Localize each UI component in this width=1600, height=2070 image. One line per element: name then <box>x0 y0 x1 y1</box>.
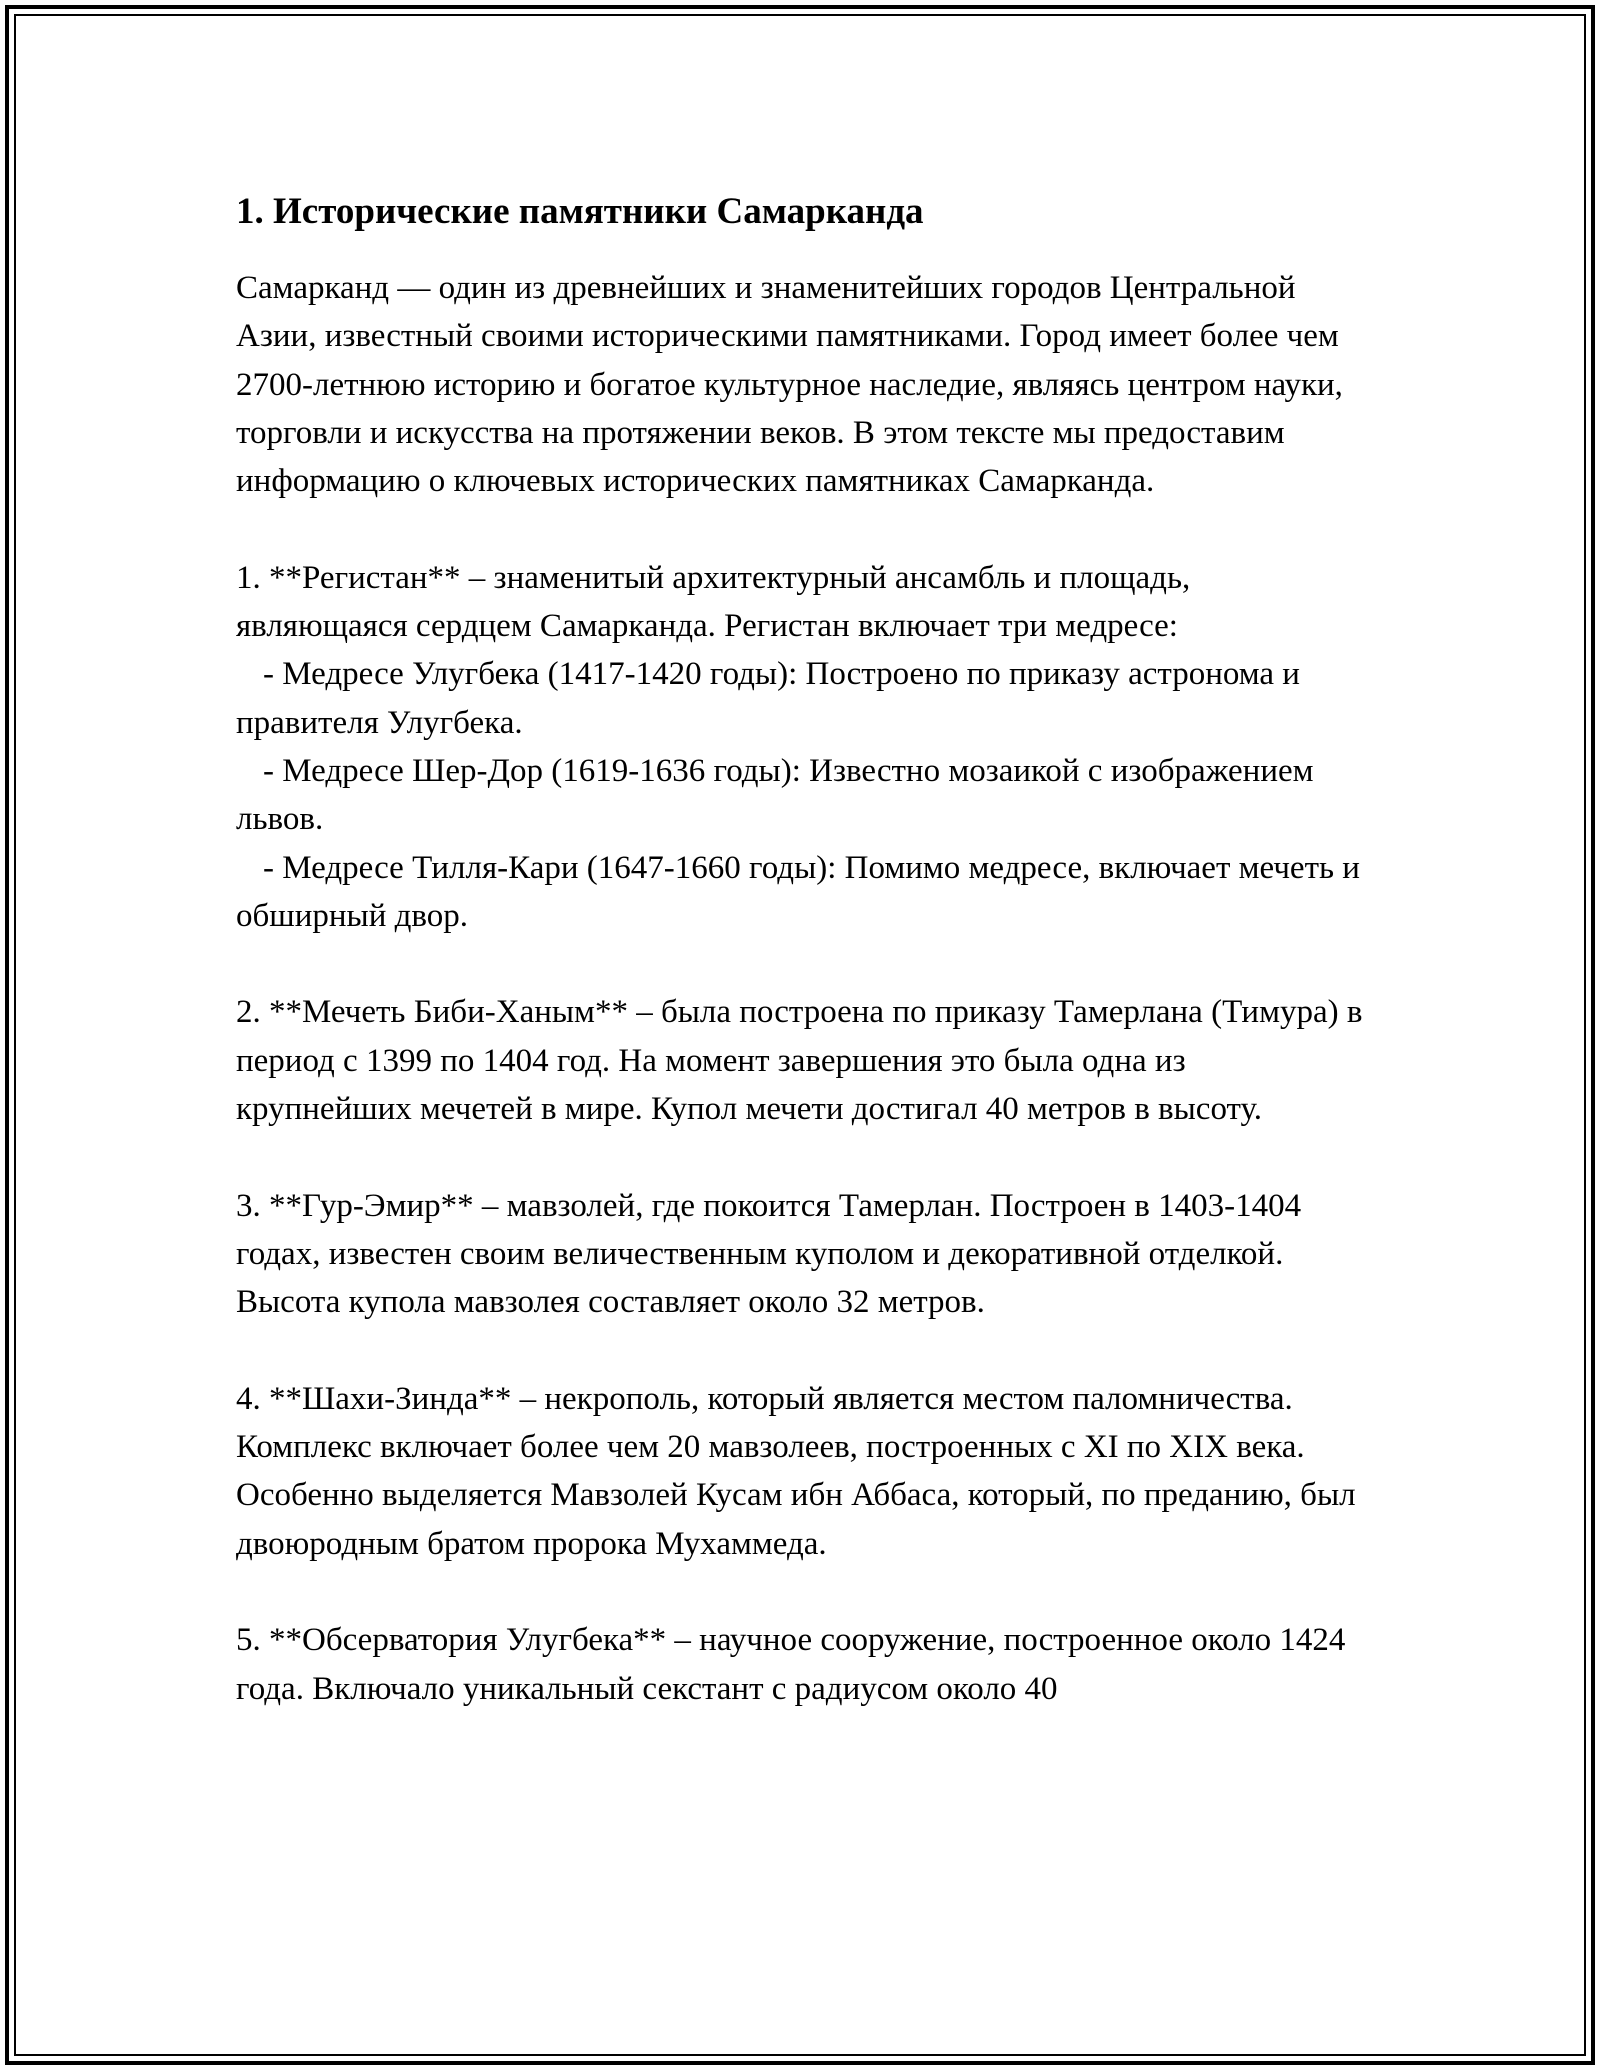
paragraph-gap <box>236 1133 1366 1181</box>
item-gur-emir: 3. **Гур-Эмир** – мавзолей, где покоится Тамерлан. Построен в 1403-1404 годах, известен своим величественным куполом и декоративной отделкой. Высота купола мавзолея составляет около 32 метров. <box>236 1187 1302 1321</box>
paragraph-gap <box>236 1568 1366 1616</box>
item-registan: 1. **Регистан** – знаменитый архитектурный ансамбль и площадь, являющаяся сердцем Самарканда. Регистан включает три медресе: <box>236 559 1191 645</box>
subitem-sher-dor-madrasa: - Медресе Шер-Дор (1619-1636 годы): Известно мозаикой с изображением львов. <box>236 752 1314 838</box>
paragraph-gap <box>236 505 1366 553</box>
subitem-ulugbek-madrasa: - Медресе Улугбека (1417-1420 годы): Построено по приказу астронома и правителя Улугбека. <box>236 656 1300 741</box>
document-body <box>236 186 1366 1713</box>
document-title: 1. Исторические памятники Самарканда <box>236 191 924 232</box>
paragraph-gap <box>236 1327 1366 1375</box>
item-bibi-khanym: 2. **Мечеть Биби-Ханым** – была построена по приказу Тамерлана (Тимура) в период с 1399 по 1404 год. На момент завершения это была одна из крупнейших мечетей в мире. Купол мечети достигал 40 метров в высоту. <box>236 994 1363 1128</box>
subitem-tilla-kari-madrasa: - Медресе Тилля-Кари (1647-1660 годы): Помимо медресе, включает мечеть и обширный двор. <box>236 849 1360 934</box>
intro-paragraph: Самарканд — один из древнейших и знаменитейших городов Центральной Азии, известный своими историческими памятниками. Город имеет более чем 2700-летнюю историю и богатое культурное наследие, являясь центром науки, торговли и искусства на протяжении веков. В этом тексте мы предоставим информацию о ключевых исторических памятниках Самарканда. <box>236 270 1343 500</box>
item-shah-i-zinda: 4. **Шахи-Зинда** – некрополь, который является местом паломничества. Комплекс включает более чем 20 мавзолеев, построенных с XI по XIX века. Особенно выделяется Мавзолей Кусам ибн Аббаса, который, по преданию, был двоюродным братом пророка Мухаммеда. <box>236 1380 1356 1562</box>
item-ulugbek-observatory: 5. **Обсерватория Улугбека** – научное сооружение, построенное около 1424 года. Включало уникальный секстант с радиусом около 40 <box>236 1622 1346 1707</box>
paragraph-gap <box>236 940 1366 988</box>
